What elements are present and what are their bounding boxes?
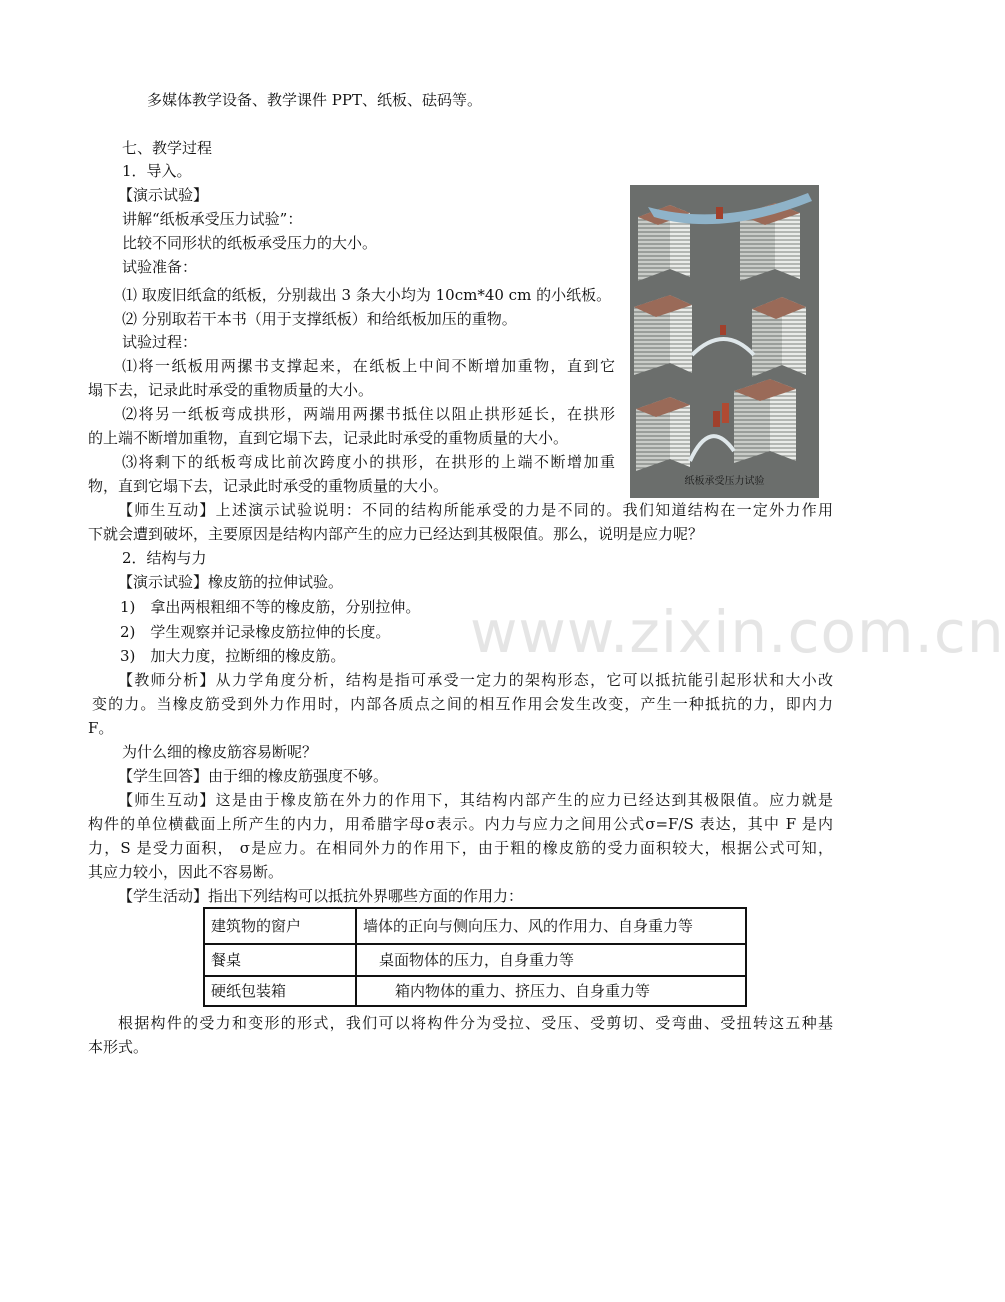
text-line: 【学生活动】指出下列结构可以抵抗外界哪些方面的作用力： bbox=[118, 887, 524, 905]
narrow-arch-stage bbox=[636, 379, 796, 471]
text-line: 塌下去，记录此时承受的重物质量的大小。 bbox=[88, 381, 374, 399]
text-line: 其应力较小，因此不容易断。 bbox=[88, 863, 284, 881]
text-line: 【师生互动】这是由于橡皮筋在外力的作用下，其结构内部产生的应力已经达到其极限值。应力就是 bbox=[118, 791, 833, 809]
table-cell-structure: 建筑物的窗户 bbox=[204, 908, 356, 944]
figure-caption: 纸板承受压力试验 bbox=[684, 476, 765, 487]
demo-label: 【演示试验】 bbox=[118, 186, 209, 204]
experiment-photo bbox=[630, 185, 819, 498]
subheading-intro: 1．导入。 bbox=[122, 162, 192, 180]
arch-board-stage bbox=[634, 295, 806, 377]
text-line: 下就会遭到破坏，主要原因是结构内部产生的应力已经达到其极限值。那么，说明是应力呢？ bbox=[88, 525, 704, 543]
table-cell-forces: 墙体的正向与侧向压力、风的作用力、自身重力等 bbox=[356, 908, 746, 944]
text-line: 讲解“纸板承受压力试验”： bbox=[122, 210, 303, 228]
text-line: 3) 加大力度，拉断细的橡皮筋。 bbox=[120, 647, 346, 665]
subheading-structure: 2．结构与力 bbox=[122, 549, 207, 567]
section-heading: 七、教学过程 bbox=[122, 139, 213, 157]
flat-board-stage bbox=[638, 193, 812, 281]
text-line: 试验过程： bbox=[122, 333, 198, 351]
text-line: 【师生互动】上述演示试验说明：不同的结构所能承受的力是不同的。我们知道结构在一定外力作用 bbox=[118, 501, 833, 519]
text-line: 的上端不断增加重物，直到它塌下去，记录此时承受的重物质量的大小。 bbox=[88, 429, 569, 447]
text-line: 比较不同形状的纸板承受压力的大小。 bbox=[122, 234, 378, 252]
text-line: 【学生回答】由于细的橡皮筋强度不够。 bbox=[118, 767, 389, 785]
table-cell-forces: 箱内物体的重力、挤压力、自身重力等 bbox=[356, 976, 746, 1006]
watermark: www.zixin.com.cn bbox=[470, 598, 1005, 666]
table-cell-forces: 桌面物体的压力，自身重力等 bbox=[356, 944, 746, 976]
text-line: ⑶将剩下的纸板弯成比前次跨度小的拱形，在拱形的上端不断增加重 bbox=[122, 453, 615, 471]
text-line: 【教师分析】从力学角度分析，结构是指可承受一定力的架构形态，它可以抵抗能引起形状和大小改 bbox=[118, 671, 833, 689]
question-line: 为什么细的橡皮筋容易断呢？ bbox=[122, 743, 318, 761]
force-table bbox=[203, 907, 747, 1007]
table-cell-structure: 硬纸包装箱 bbox=[204, 976, 356, 1006]
text-line: ⑵将另一纸板弯成拱形，两端用两摞书抵住以阻止拱形延长，在拱形 bbox=[122, 405, 615, 423]
text-line: 根据构件的受力和变形的形式，我们可以将构件分为受拉、受压、受剪切、受弯曲、受扭转这五种基 bbox=[118, 1014, 833, 1032]
table-row bbox=[204, 908, 746, 944]
text-line: 【演示试验】橡皮筋的拉伸试验。 bbox=[118, 573, 344, 591]
text-line: ⑴将一纸板用两摞书支撑起来，在纸板上中间不断增加重物，直到它 bbox=[122, 357, 615, 375]
paperboard-experiment-illustration bbox=[630, 185, 819, 498]
text-line: 2) 学生观察并记录橡皮筋拉伸的长度。 bbox=[120, 623, 391, 641]
text-line: F。 bbox=[88, 719, 114, 737]
table-row bbox=[204, 976, 746, 1006]
text-line: 本形式。 bbox=[88, 1038, 149, 1056]
materials-line: 多媒体教学设备、教学课件 PPT、纸板、砝码等。 bbox=[147, 91, 482, 109]
text-line: ⑵ 分别取若干本书（用于支撑纸板）和给纸板加压的重物。 bbox=[122, 310, 517, 328]
text-line: ⑴ 取废旧纸盒的纸板，分别裁出 3 条大小均为 10cm*40 cm 的小纸板。 bbox=[122, 286, 612, 304]
text-line: 构件的单位横截面上所产生的内力，用希腊字母σ表示。内力与应力之间用公式σ=F/S 表达，其中 F 是内 bbox=[88, 815, 833, 833]
text-line: 变的力。当橡皮筋受到外力作用时，内部各质点之间的相互作用会发生改变，产生一种抵抗的力，即内力 bbox=[92, 695, 833, 713]
table-row bbox=[204, 944, 746, 976]
text-line: 力，S 是受力面积， σ是应力。在相同外力的作用下，由于粗的橡皮筋的受力面积较大，根据公式可知， bbox=[88, 839, 833, 857]
table-cell-structure: 餐桌 bbox=[204, 944, 356, 976]
text-line: 物，直到它塌下去，记录此时承受的重物质量的大小。 bbox=[88, 477, 449, 495]
text-line: 1) 拿出两根粗细不等的橡皮筋，分别拉伸。 bbox=[120, 598, 421, 616]
text-line: 试验准备： bbox=[122, 258, 198, 276]
